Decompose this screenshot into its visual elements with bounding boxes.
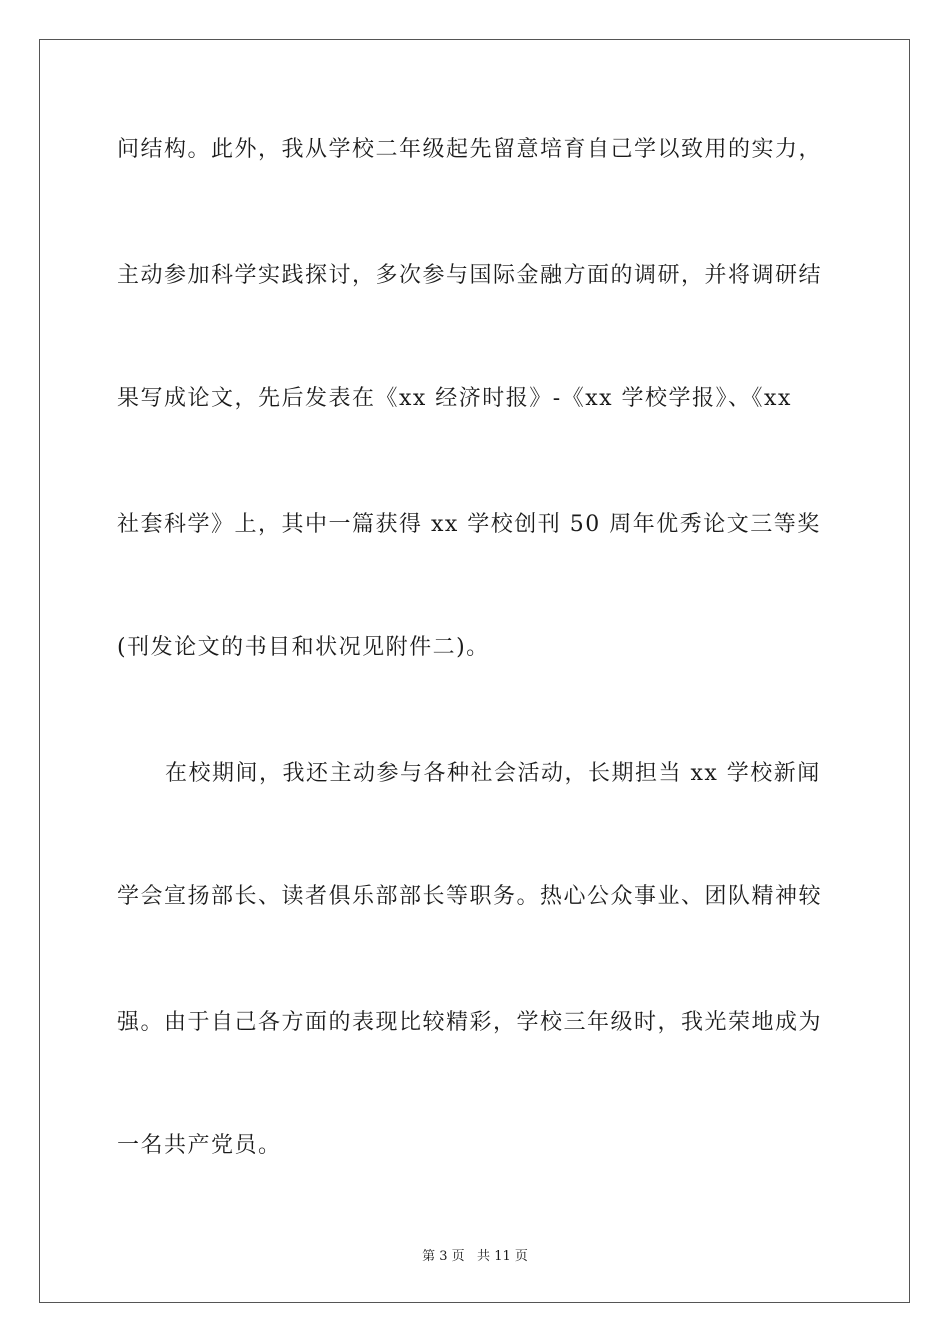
page-border — [39, 39, 910, 1303]
page-number-footer: 第 3 页 共 11 页 — [422, 1249, 528, 1264]
paragraph-line: 强。由于自己各方面的表现比较精彩，学校三年级时，我光荣地成为 — [117, 1010, 823, 1035]
paragraph-line: 学会宣扬部长、读者俱乐部部长等职务。热心公众事业、团队精神较 — [117, 884, 823, 909]
paragraph-line-indented: 在校期间，我还主动参与各种社会活动，长期担当 xx 学校新闻 — [165, 761, 821, 786]
paragraph-line: 果写成论文，先后发表在《xx 经济时报》-《xx 学校学报》、《xx — [117, 386, 792, 411]
paragraph-line: 主动参加科学实践探讨，多次参与国际金融方面的调研，并将调研结 — [117, 263, 823, 288]
paragraph-line: 问结构。此外，我从学校二年级起先留意培育自己学以致用的实力， — [117, 137, 823, 162]
paragraph-line: 一名共产党员。 — [117, 1133, 282, 1158]
paragraph-line: 社套科学》上，其中一篇获得 xx 学校创刊 50 周年优秀论文三等奖 — [117, 512, 821, 537]
paragraph-line: (刊发论文的书目和状况见附件二)。 — [117, 635, 490, 660]
